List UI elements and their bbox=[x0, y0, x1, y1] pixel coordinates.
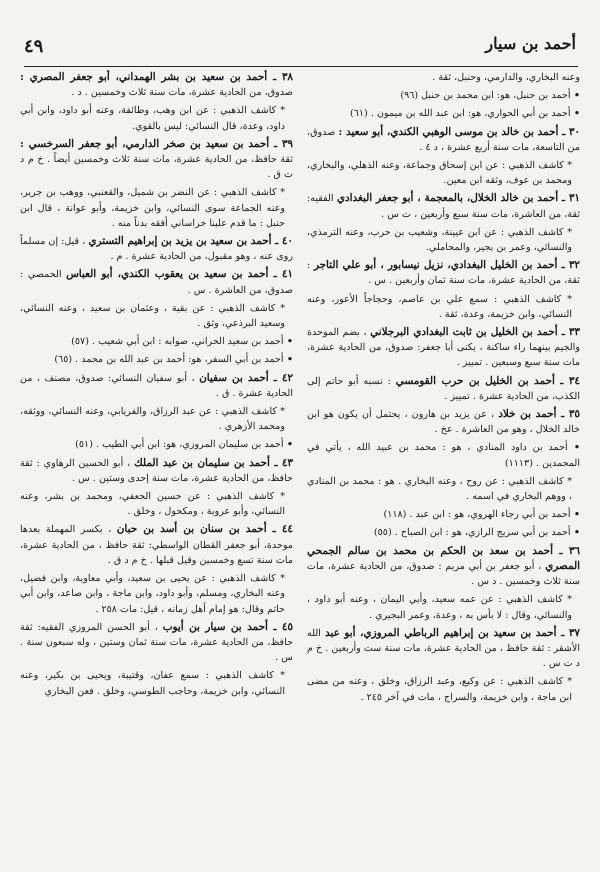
kashif-note: * كاشف الذهبي : عن عمه سعيد، وأبي اليمان ، وعنه أبو داود ، والنسائي، وقال : لا بأس به ، وعدة، وعمر البجيري . bbox=[307, 594, 572, 621]
entry-heading: ٤٥ ـ أحمد بن سيار بن أيوب bbox=[162, 620, 293, 633]
continued-text: وعنه البخاري، والدارمي، وحنبل، ثقة . bbox=[432, 72, 580, 83]
cross-reference: • أحمد بن سعيد الحراني، صوابه : ابن أبي شعيب . (٥٧) bbox=[20, 334, 293, 349]
entry-body: صدوق، من الحادية عشرة، مات سنة ثلاث وخمسين . د . bbox=[71, 87, 293, 99]
kashif-note: * كاشف الذهبي : سمع علي بن عاصم، وحجاجاً الأعور، وعنه النسائي، وابن خزيمة، وعدة، ثقة . bbox=[307, 293, 572, 320]
entry-heading: ٣٣ ـ أحمد بن الخليل بن ثابت البغدادي البرجلاني bbox=[370, 326, 580, 339]
entry-heading: ٤٢ ـ أحمد بن سفيان bbox=[199, 371, 293, 384]
biography-entry bbox=[307, 258, 580, 288]
biography-entry bbox=[307, 544, 580, 590]
kashif-note: * كاشف الذهبي : عن بقية ، وعثمان بن سعيد ، وعنه النسائي، وسعيد البرذعي، وثق . bbox=[20, 302, 285, 330]
entry-body: ، أبو جعفر بن أبي مريم : صدوق، من الحادية عشرة، مات سنة ثلاث وخمسين . د س . bbox=[307, 560, 580, 588]
entry-heading: ٣١ ـ أحمد بن خالد الخلال، بالمعجمة ، أبو جعفر البغدادي bbox=[336, 192, 580, 205]
cross-reference: • أحمد بن أبي سريج الرازي، هو : ابن الصباح . (٥٥) bbox=[307, 525, 580, 540]
kashif-note: * كاشف الذهبي : عن يحيى بن سعيد، وأبي معاوية، وابن فضيل، وعنه البخاري، ومسلم، وأبو داود، وابن ماجة ، وابن صاعد، وابن أبي حاتم وقال: هو إمام أهل زمانه ، قيل: مات ٢٥٨ . bbox=[20, 573, 285, 615]
page-header bbox=[24, 30, 578, 67]
entry-body: ، عن يزيد بن هارون ، يحتمل أن يكون هو ابن خالد الخلال ، وهو من العاشرة . عخ . bbox=[307, 409, 580, 436]
entry-heading: ٣٦ ـ أحمد بن سعد بن الحكم بن محمد بن سالم الجمحي المصري bbox=[307, 544, 580, 572]
entry-body: ، أبو الحسين الرهاوي : ثقة حافظ، من الحادية عشرة، مات سنة إحدى وستين . س . bbox=[20, 457, 293, 484]
biography-entry bbox=[20, 522, 293, 568]
entry-body: : ثقة، من الحادية عشرة، مات سنة ثمان وأربعين . س . bbox=[307, 260, 580, 287]
kashif-note: * كاشف الذهبي : عن وكيع، وعبد الرزاق، وخلق ، وعنه من مضى ابن ماجة ، وابن خزيمة، والسراج ، مات في آخر ٢٤٥ . bbox=[307, 676, 572, 703]
entry-heading: ٣٠ ـ أحمد بن خالد بن موسى الوهبي الكندي، أبو سعيد : bbox=[338, 125, 580, 138]
entry-heading: ٤٣ ـ أحمد بن سليمان بن عبد الملك bbox=[134, 456, 293, 469]
biography-entry bbox=[20, 70, 293, 100]
kashif-note: * كاشف الذهبي : عن ابن إسحاق وجماعة، وعنه الذهلي، والبخاري، ومحمد بن عوف، وثقه ابن معين. bbox=[307, 160, 572, 187]
kashif-note: * كاشف الذهبي : عن النضر بن شميل، والقعنبي، ووهب بن جرير، وعنه الجماعة سوى النسائي، وابن خزيمة، وأبو عوانة ، قال ابن حنبل : ما قدم علينا خراساني أفقه بدناً منه . bbox=[20, 187, 285, 229]
kashif-note: * كاشف الذهبي : عن عبد الرزاق، والفريابي، وعنه النسائي، ووثقه، ومحمد الأزهري . bbox=[20, 406, 285, 433]
left-column bbox=[20, 70, 293, 864]
entry-body: ، بضم الموحدة والجيم بينهما راء ساكنة ، يكنى أبا جعفر: صدوق، من الحادية عشرة، مات سنة سبع وسبعين . تمييز . bbox=[307, 327, 580, 369]
cross-reference: • أحمد بن أبي السفر، هو: أحمد بن عبد الله بن محمد . (٦٥) bbox=[20, 352, 293, 367]
entry-heading: ٣٢ ـ أحمد بن الخليل البغدادي، نزيل نيسابور ، أبو علي التاجر bbox=[313, 259, 580, 272]
biography-entry bbox=[307, 626, 580, 672]
cross-reference: • أحمد بن داود المنادي ، هو : محمد بن عبيد الله ، يأتي في المحمدين . (١١١٣) bbox=[307, 440, 580, 470]
kashif-note: * كاشف الذهبي : عن ابن وهب، وطائفة، وعنه أبو داود، وابن أبي داود، وعدة، قال النسائي: ليس بالقوي. bbox=[20, 105, 285, 132]
biography-entry bbox=[20, 267, 293, 297]
running-title: أحمد بن سيار bbox=[485, 34, 576, 53]
entry-body: ، أبو سفيان النسائي: صدوق، مصنف ، من الحادية عشرة . ق . bbox=[20, 372, 293, 399]
entry-body: الحمصي : صدوق، من العاشرة . س . bbox=[20, 269, 293, 296]
entry-body: الفقيه: ثقة، من العاشرة، مات سنة سبع وأربعين ، ت س . bbox=[307, 193, 580, 220]
biography-entry bbox=[20, 456, 293, 486]
entry-heading: ٣٨ ـ أحمد بن سعيد بن بشر الهمداني، أبو جعفر المصري : bbox=[20, 71, 293, 83]
entry-heading: ٣٩ ـ أحمد بن سعيد بن صخر الدارمي، أبو جعفر السرخسي : bbox=[20, 137, 293, 150]
entry-body: : نسبه أبو حاتم إلى الكذب، من الحادية عشرة . تمييز . bbox=[307, 375, 580, 402]
text-columns bbox=[20, 70, 580, 864]
entry-heading: ٣٤ ـ أحمد بن الخليل بن حرب القومسي bbox=[395, 374, 580, 387]
entry-heading: ٤١ ـ أحمد بن سعيد بن يعقوب الكندي، أبو العباس bbox=[66, 268, 293, 281]
entry-body: ، أبو الحسن المروزي الفقيه: ثقة حافظ، من الحادية عشرة، مات سنة ثمان وستين ، وله سبعون سنة . س . bbox=[20, 621, 293, 664]
entry-body: الله الأشقر : ثقة حافظ ، من الحادية عشرة، مات سنة ست وأربعين . خ م د ت س . bbox=[307, 627, 580, 670]
entry-heading: ٣٧ ـ أحمد بن سعيد بن إبراهيم الرباطي المروزي، أبو عبد bbox=[324, 626, 580, 639]
biography-entry bbox=[307, 325, 580, 371]
entry-body: صدوق، من التاسعة، مات سنة أربع عشرة ، د ٤ . bbox=[307, 126, 580, 153]
biography-entry bbox=[20, 137, 293, 183]
entry-body: ، بكسر المهملة بعدها موحدة، أبو جعفر القطان الواسطي: ثقة حافظ ، من الحادية عشرة، مات سنة تسع وخمسين وقيل قبلها . خ م د ق . bbox=[20, 524, 293, 566]
right-column bbox=[307, 70, 580, 864]
kashif-note: * كاشف الذهبي : عن ابن عيينة، وشعيب بن حرب، وعنه الترمذي، والنسائي، وعمر بن بجير، والمحاملي. bbox=[307, 226, 572, 254]
entry-body: ، قيل: إن مسلماً روى عنه ، وهو مقبول، من الحادية عشرة . م . bbox=[20, 236, 293, 263]
cross-reference: • أحمد بن أبي رجاء الهروي، هو : ابن عبد . (١١٨) bbox=[307, 507, 580, 522]
biography-entry bbox=[20, 234, 293, 264]
cross-reference: • أحمد بن أبي الحواري، هو: ابن عبد الله بن ميمون . (٦١) bbox=[307, 106, 580, 121]
kashif-note: * كاشف الذهبي : عن حسين الجعفي، ومحمد بن بشر، وعنه النسائي، وأبو عروبة ، ومكحول ، وخلق . bbox=[20, 491, 285, 518]
entry-heading: ٣٥ ـ أحمد بن خلاد bbox=[498, 408, 580, 421]
biography-entry bbox=[307, 191, 580, 221]
biography-entry bbox=[307, 374, 580, 404]
biography-entry bbox=[307, 407, 580, 437]
biography-entry bbox=[20, 620, 293, 666]
kashif-note: * كاشف الذهبي : عن روح ، وعنه البخاري . هو : محمد بن المنادي ، ووهم البخاري في اسمه . bbox=[307, 475, 572, 503]
page-number: ٤٩ bbox=[24, 36, 44, 57]
entry-heading: ٤٠ ـ أحمد بن سعيد بن يزيد بن إبراهيم التستري bbox=[88, 235, 293, 248]
entry-heading: ٤٤ ـ أحمد بن سنان بن أسد بن حبان bbox=[116, 523, 293, 536]
cross-reference: • أحمد بن سليمان المروزي، هو: ابن أبي الطيب . (٥١) bbox=[20, 437, 293, 452]
cross-reference: • أحمد بن حنبل، هو: ابن محمد بن حنبل (٩٦) bbox=[307, 88, 580, 103]
entry-body: ثقة حافظ، من الحادية عشرة، مات سنة ثلاث وخمسين أيضاً . خ م د ت ق . bbox=[20, 154, 293, 181]
biography-entry bbox=[20, 371, 293, 401]
kashif-note: * كاشف الذهبي : سمع عفان، وقتيبة، ويحيى بن بكير، وعنه النسائي، وابن خزيمة، وحاجب الطوسي، وخلق . فعن البخاري bbox=[20, 670, 285, 697]
biography-entry bbox=[307, 125, 580, 155]
